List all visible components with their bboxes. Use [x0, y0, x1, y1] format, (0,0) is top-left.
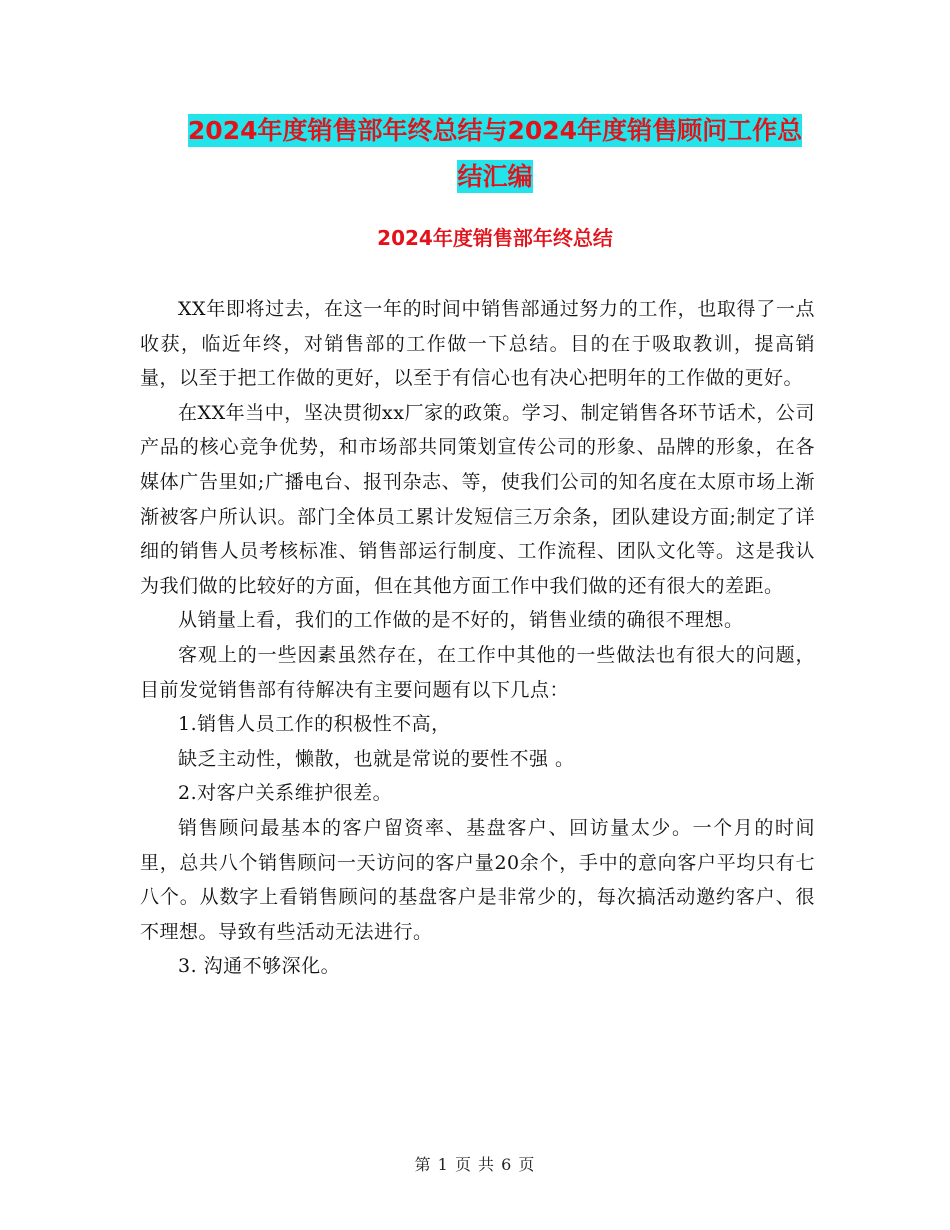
document-title-line-1: 2024年度销售部年终总结与2024年度销售顾问工作总	[187, 116, 803, 145]
list-item-1: 1.销售人员工作的积极性不高，	[178, 713, 451, 736]
document-body	[140, 292, 815, 984]
list-item-2-detail: 销售顾问最基本的客户留资率、基盘客户、回访量太少。一个月的时间里，总共八个销售顾问一天访问的客户量20余个，手中的意向客户平均只有七八个。从数字上看销售顾问的基盘客户是非常少的，每次搞活动邀约客户、很不理想。导致有些活动无法进行。	[140, 816, 815, 943]
document-title	[140, 108, 850, 200]
paragraph-achievements: 在XX年当中，坚决贯彻xx厂家的政策。学习、制定销售各环节话术，公司产品的核心竞争优势，和市场部共同策划宣传公司的形象、品牌的形象，在各媒体广告里如;广播电台、报刊杂志、等，使我们公司的知名度在太原市场上渐渐被客户所认识。部门全体员工累计发短信三万余条，团队建设方面;制定了详细的销售人员考核标准、销售部运行制度、工作流程、团队文化等。这是我认为我们做的比较好的方面，但在其他方面工作中我们做的还有很大的差距。	[140, 401, 815, 597]
list-item-3: 3. 沟通不够深化。	[178, 955, 341, 978]
section-title: 2024年度销售部年终总结	[377, 226, 613, 250]
list-item-2: 2.对客户关系维护很差。	[178, 782, 393, 805]
paragraph-problems-intro: 客观上的一些因素虽然存在，在工作中其他的一些做法也有很大的问题，目前发觉销售部有待解决有主要问题有以下几点：	[140, 643, 815, 701]
paragraph-intro: XX年即将过去，在这一年的时间中销售部通过努力的工作，也取得了一点收获，临近年终，对销售部的工作做一下总结。目的在于吸取教训，提高销量，以至于把工作做的更好，以至于有信心也有决心把明年的工作做的更好。	[140, 298, 815, 390]
document-title-line-2: 结汇编	[457, 162, 533, 191]
list-item-1-detail: 缺乏主动性，懒散，也就是常说的要性不强 。	[178, 747, 575, 770]
paragraph-sales-volume: 从销量上看，我们的工作做的是不好的，销售业绩的确很不理想。	[178, 609, 744, 632]
page-number-footer: 第 1 页 共 6 页	[414, 1155, 536, 1174]
